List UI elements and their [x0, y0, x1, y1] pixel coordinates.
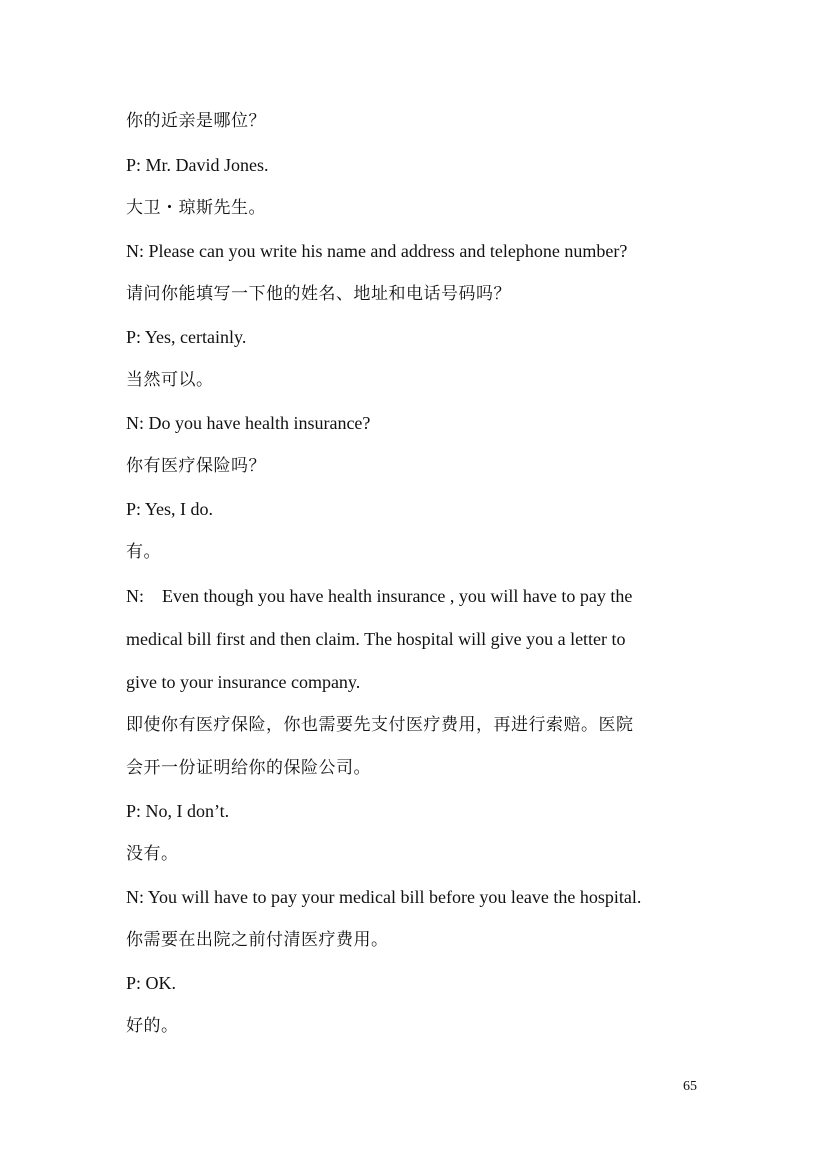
text-line: 你有医疗保险吗？	[126, 456, 266, 476]
text-line: N: Even though you have health insurance , you will have to pay the	[126, 586, 633, 606]
text-line: 你需要在出院之前付清医疗费用。	[126, 930, 389, 950]
text-line: 没有。	[126, 844, 179, 864]
text-line: 即使你有医疗保险，你也需要先支付医疗费用，再进行索赔。医院	[126, 715, 634, 735]
text-line: 好的。	[126, 1016, 179, 1036]
text-line: N: Please can you write his name and address and telephone number?	[126, 241, 628, 261]
text-line: 大卫・琼斯先生。	[126, 198, 266, 218]
text-line: N: Do you have health insurance?	[126, 413, 371, 433]
text-line: P: OK.	[126, 973, 177, 993]
page-number: 65	[683, 1079, 697, 1094]
text-line: 当然可以。	[126, 370, 214, 390]
text-line: P: Yes, certainly.	[126, 327, 247, 347]
text-line: give to your insurance company.	[126, 672, 361, 692]
text-line: 有。	[126, 542, 161, 562]
text-line: 会开一份证明给你的保险公司。	[126, 758, 371, 778]
text-line: 你的近亲是哪位？	[126, 111, 266, 131]
text-line: P: Mr. David Jones.	[126, 155, 269, 175]
text-line: medical bill first and then claim. The hospital will give you a letter to	[126, 629, 626, 649]
text-line: P: Yes, I do.	[126, 499, 214, 519]
text-line: 请问你能填写一下他的姓名、地址和电话号码吗？	[126, 284, 511, 304]
text-line: P: No, I don’t.	[126, 801, 230, 821]
text-line: N: You will have to pay your medical bill before you leave the hospital.	[126, 887, 642, 907]
